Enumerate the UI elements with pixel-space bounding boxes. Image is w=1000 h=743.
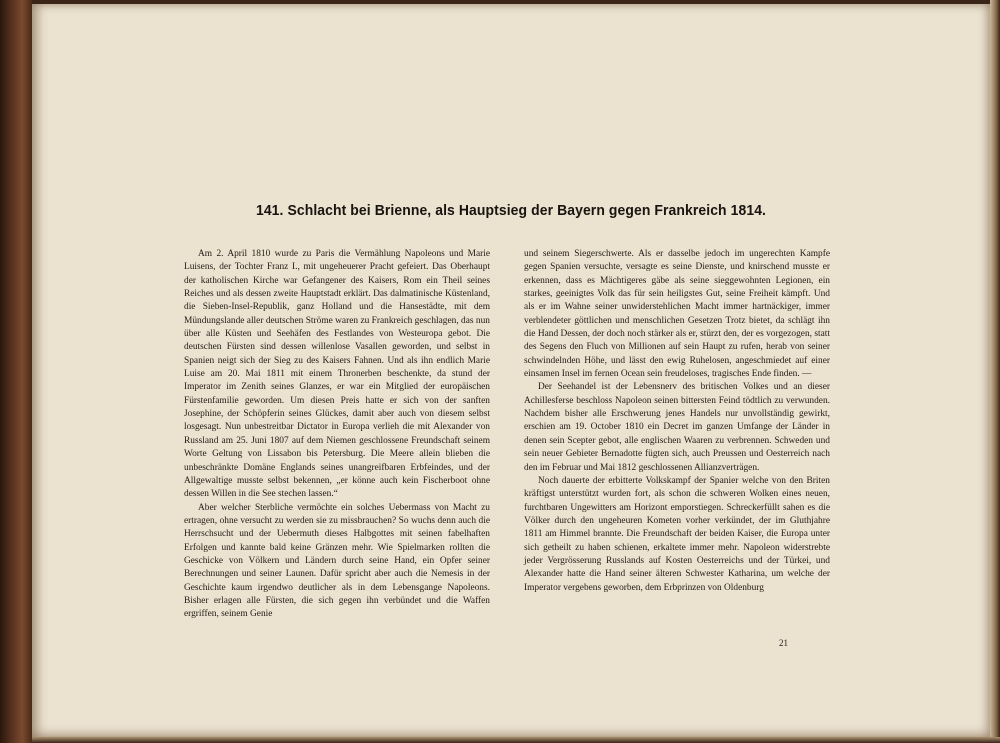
page-number: 21: [779, 638, 788, 648]
paragraph: Noch dauerte der erbitterte Volkskampf der Spanier welche von den Briten kräftigst unterstützt wurden fort, als schon die schweren Wolken eines neuen, furchtbaren Ungewitters am Horizont emporstiegen. Schreckerfüllt sahen es die Völker durch den ungeheuren Kometen vorher verkündet, der im Gluthjahre 1811 am Himmel brannte. Die Freundschaft der beiden Kaiser, die Europa unter sich getheilt zu haben schienen, erkaltete immer mehr. Napoleon widerstrebte jeder Vergrösserung Russlands auf Kosten Oesterreichs und der Türkei, und Alexander hatte die Hand seiner älteren Schwester Katharina, um welche der Imperator vergebens geworben, dem Erbprinzen von Oldenburg: [524, 475, 830, 593]
page-title: 141. Schlacht bei Brienne, als Hauptsieg der Bayern gegen Frankreich 1814.: [255, 202, 767, 219]
page-edge-right: [990, 0, 1000, 743]
paragraph: Aber welcher Sterbliche vermöchte ein solches Uebermass von Macht zu ertragen, ohne versucht zu werden sie zu missbrauchen? So wuchs denn auch die Herrschsucht und der Uebermuth dieses Halbgottes mit seinen fabelhaften Erfolgen und kannte bald keine Gränzen mehr. Wie Spielmarken rollten die Geschicke von Völkern und Ländern durch seine Hand, ein Opfer seiner Berechnungen und seiner Launen. Dafür spricht aber auch die Nemesis in der Geschichte kaum irgendwo deutlicher als in dem Lebensgange Napoleons. Bisher erlagen alle Fürsten, die sich gegen ihn verbündet und die Waffen ergriffen, seinem Genie: [184, 502, 490, 620]
paragraph: Der Seehandel ist der Lebensnerv des britischen Volkes und an dieser Achillesferse beschloss Napoleon seinen bittersten Feind tödtlich zu verwunden. Nachdem bisher alle Erschwerung jenes Handels nur unvollständig gewirkt, erschien am 19. October 1810 ein Decret im ganzen Umfange der Länder in denen sein Scepter gebot, alle englischen Waaren zu verbrennen. Schweden und sein neuer Gebieter Bernadotte fügten sich, auch Preussen und Oesterreich nach den im Februar und Mai 1812 geschlossenen Allianzverträgen.: [524, 382, 830, 473]
paragraph: und seinem Siegerschwerte. Als er dasselbe jedoch im ungerechten Kampfe gegen Spanien versuchte, versagte es seine Dienste, und knirschend musste er erkennen, dass es Mächtigeres gäbe als seine sieggewohnten Legionen, ein starkes, geeinigtes Volk das für sein heiligstes Gut, seine Freiheit kämpft. Und als er im Wahne seiner unwiderstehlichen Macht immer hartnäckiger, immer verblendeter göttlichen und menschlichen Gesetzen Trotz bietet, da schlägt ihn die Hand Dessen, der doch noch stärker als er, stürzt den, der es vorgezogen, statt des Segens den Fluch von Millionen auf sein Haupt zu rufen, herab von seiner schwindelnden Höhe, und lässt den ewig Ruhelosen, angeschmiedet auf einer einsamen Insel im fernen Ocean sein freudeloses, tragisches Ende finden. —: [524, 249, 830, 380]
left-text-column: [184, 248, 490, 622]
paragraph: Am 2. April 1810 wurde zu Paris die Vermählung Napoleons und Marie Luisens, der Tochter Franz I., mit ungeheuerer Pracht gefeiert. Das Oberhaupt der katholischen Kirche war Gefangener des Kaisers, Rom ein Theil seines Reiches und als dessen zweite Hauptstadt erklärt. Das dalmatinische Küstenland, die Sieben-Insel-Republik, ganz Holland und die Hansestädte, mit dem Mündungslande aller deutschen Ströme waren zu Frankreich geschlagen, das nun über alle Küsten und Seehäfen des Festlandes von Westeuropa gebot. Die deutschen Fürsten sind dessen willenlose Vasallen geworden, und selbst in Spanien neigt sich der Sieg zu des Kaisers Fahnen. Und als ihn endlich Marie Luise am 20. Mai 1811 mit einem Thronerben beschenkte, da stund der Imperator im Zenith seines Glanzes, er war ein Mitglied der europäischen Fürstenfamilie geworden. Um diesen Preis hatte er sich von der sanften Josephine, der Schöpferin seines Glückes, damit aber auch von diesem selbst losgesagt. Nun unbestreitbar Dictator in Europa verlieh die mit Alexander von Russland am 25. Juni 1807 auf dem Niemen geschlossene Freundschaft seinem Worte Geltung von Lissabon bis Petersburg. Die Meere allein blieben die unbeschränkte Domäne Englands seines unangreifbaren Erbfeindes, und der Allgewaltige musste selbst bekennen, „er könne auch kein Fischerboot ohne dessen Willen in die See stechen lassen.“: [184, 249, 490, 500]
book-spine: [0, 0, 32, 743]
book-page: [32, 4, 990, 739]
page-edge-bottom: [32, 737, 1000, 743]
right-text-column: [524, 248, 830, 595]
